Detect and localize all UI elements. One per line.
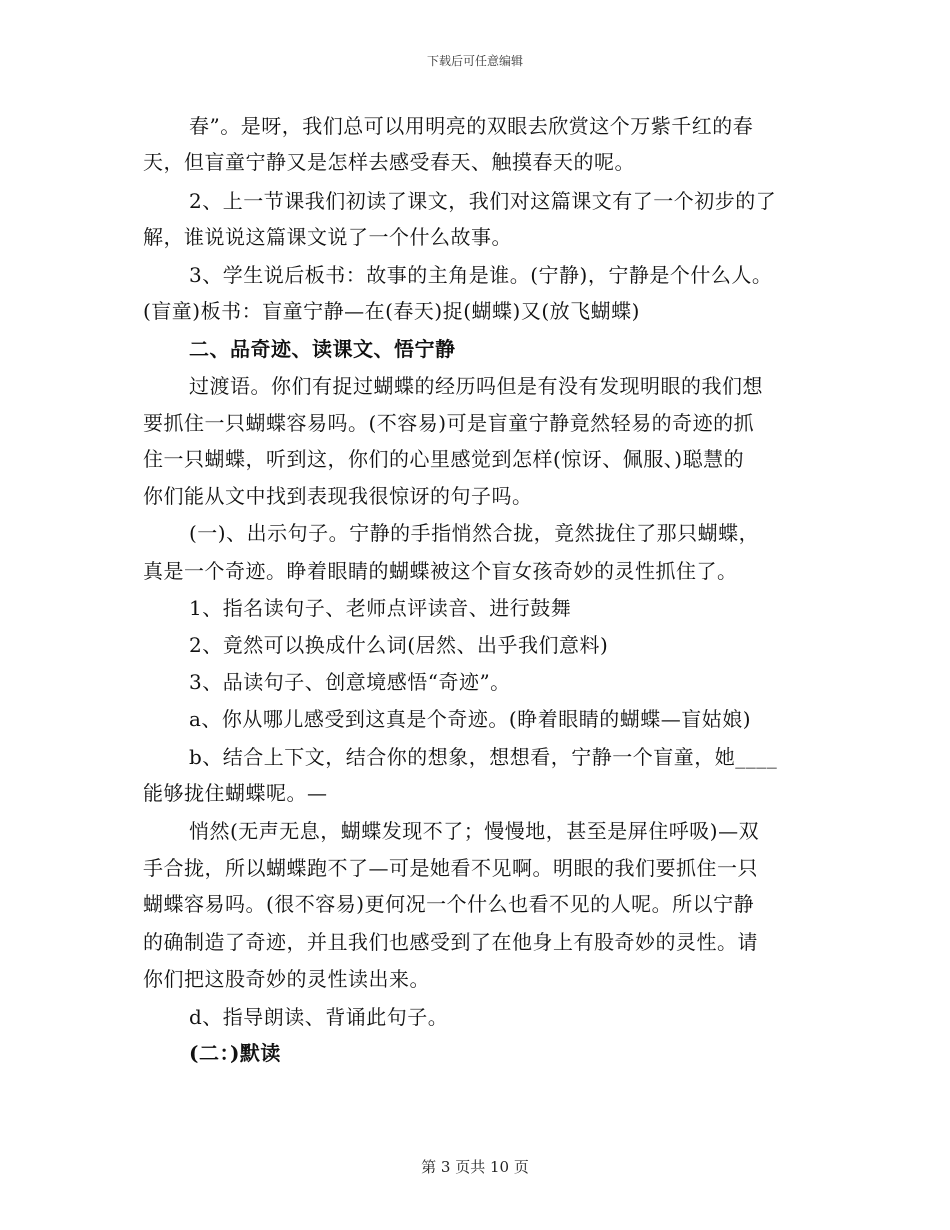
- text-line: 要抓住一只蝴蝶容易吗。(不容易)可是盲童宁静竟然轻易的奇迹的抓: [143, 411, 755, 435]
- text-line: 过渡语。你们有捉过蝴蝶的经历吗但是有没有发现明眼的我们想: [189, 374, 763, 398]
- text-line: 蝴蝶容易吗。(很不容易)更何况一个什么也看不见的人呢。所以宁静: [143, 892, 755, 916]
- text-line: 你们把这股奇妙的灵性读出来。: [143, 967, 430, 991]
- text-line: 的确制造了奇迹，并且我们也感受到了在他身上有股奇妙的灵性。请: [143, 930, 758, 954]
- text-line: (盲童)板书：盲童宁静—在(春天)捉(蝴蝶)又(放飞蝴蝶): [143, 299, 640, 323]
- text-line: 悄然(无声无息，蝴蝶发现不了；慢慢地，甚至是屏住呼吸)—双: [189, 819, 760, 843]
- text-line: (一)、出示句子。宁静的手指悄然合拢，竟然拢住了那只蝴蝶，: [189, 521, 760, 545]
- text-line: 手合拢，所以蝴蝶跑不了—可是她看不见啊。明眼的我们要抓住一只: [143, 856, 758, 880]
- text-line: d、指导朗读、背诵此句子。: [189, 1005, 449, 1029]
- text-line: 能够拢住蝴蝶呢。—: [143, 781, 328, 805]
- text-line: 2、竟然可以换成什么词(居然、出乎我们意料): [189, 633, 609, 657]
- text-line: 解，谁说说这篇课文说了一个什么故事。: [143, 225, 512, 249]
- text-line: a、你从哪儿感受到这真是个奇迹。(睁着眼睛的蝴蝶—盲姑娘): [189, 707, 752, 731]
- text-line: 春”。是呀，我们总可以用明亮的双眼去欣赏这个万紫千红的春: [189, 114, 754, 138]
- text-line: 1、指名读句子、老师点评读音、进行鼓舞: [189, 596, 572, 620]
- text-line: 住一只蝴蝶，听到这，你们的心里感觉到怎样(惊讶、佩服、)聪慧的: [143, 447, 745, 471]
- page-footer: 第 3 页共 10 页: [421, 1158, 529, 1176]
- text-line: 2、上一节课我们初读了课文，我们对这篇课文有了一个初步的了: [189, 189, 777, 213]
- text-line: 3、学生说后板书：故事的主角是谁。(宁静)，宁静是个什么人。: [189, 263, 773, 287]
- text-line: b、结合上下文，结合你的想象，想想看，宁静一个盲童，她____: [189, 745, 778, 769]
- subsection-heading: (二：)默读: [189, 1041, 281, 1065]
- page-header: 下载后可任意编辑: [426, 54, 523, 68]
- text-line: 你们能从文中找到表现我很惊讶的句子吗。: [143, 484, 533, 508]
- section-heading: 二、品奇迹、读课文、悟宁静: [189, 337, 456, 361]
- text-line: 3、品读句子、创意境感悟“奇迹”。: [189, 670, 511, 694]
- text-line: 真是一个奇迹。睁着眼睛的蝴蝶被这个盲女孩奇妙的灵性抓住了。: [143, 559, 738, 583]
- text-line: 天，但盲童宁静又是怎样去感受春天、触摸春天的呢。: [143, 150, 635, 174]
